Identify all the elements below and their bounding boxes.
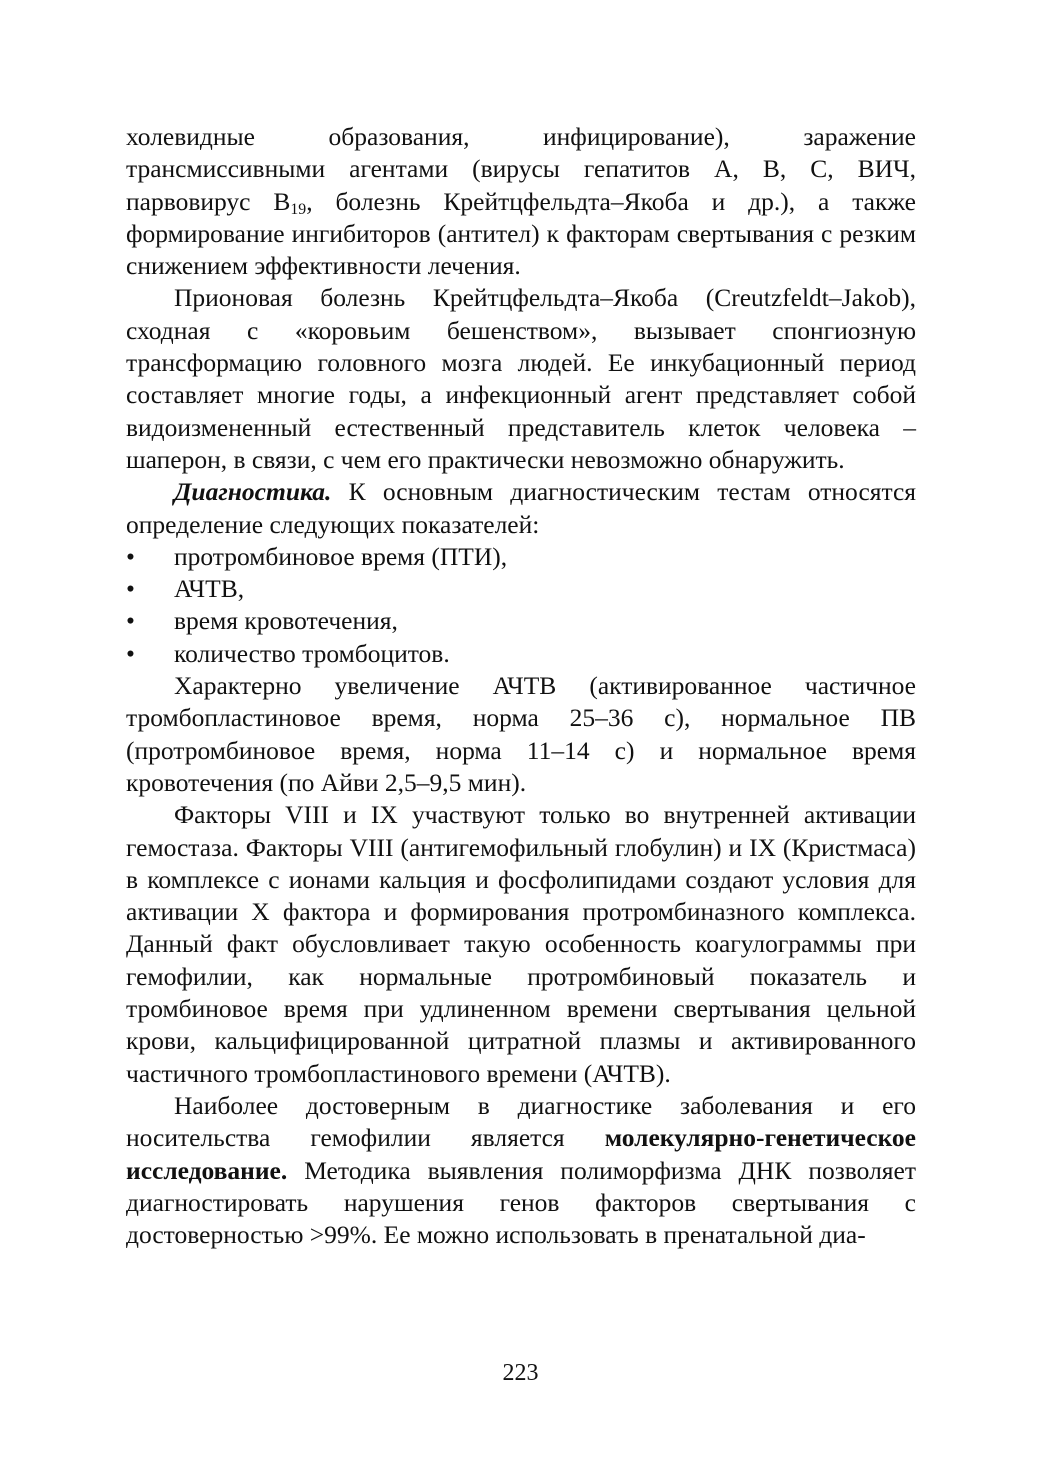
subscript-19: 19 (290, 200, 307, 218)
bold-term-molecular-genetic: молекулярно-генетическое исследование. (126, 1123, 916, 1185)
bullet-icon: • (126, 574, 135, 604)
list-item: • время кровотечения, (126, 605, 916, 637)
paragraph-4: Характерно увеличение АЧТВ (активированное частичное тромбопластиновое время, норма 25–36 с), нормальное ПВ (протромбиновое время, норма 11–14 с) и нормальное время кровотечения (по Айви 2,5–9,5 мин). (126, 671, 916, 797)
list-item: • протромбиновое время (ПТИ), (126, 541, 916, 573)
bullet-icon: • (126, 638, 135, 668)
paragraph-3: Диагностика. К основным диагностическим тестам относятся определение следующих показателей: (126, 477, 916, 539)
paragraph-1: холевидные образования, инфицирование), заражение трансмиссивными агентами (вирусы гепатитов А, В, С, ВИЧ, парвовирус $В_{19}$, болезнь Крейтцфельдта–Якоба и др.), а также формирование ингибиторов (антител) к факторам свертывания с резким снижением эффективности лечения. (126, 122, 916, 281)
bullet-icon: • (126, 606, 135, 636)
bullet-icon: • (126, 541, 135, 571)
list-item: • АЧТВ, (126, 573, 916, 605)
paragraph-2: Прионовая болезнь Крейтцфельдта–Якоба (Creutzfeldt–Jakob), сходная с «коровьим бешенством», вызывает спонгиозную трансформацию головного мозга людей. Ее инкубационный период составляет многие годы, а инфекционный агент представляет собой видоизмененный естественный представитель клеток человека – шаперон, в связи, с чем его практически невозможно обнаружить. (126, 283, 916, 474)
paragraph-5: Факторы VIII и IX участвуют только во внутренней активации гемостаза. Факторы VIII (антигемофильный глобулин) и IX (Кристмаса) в комплексе с ионами кальция и фосфолипидами создают условия для активации X фактора и формирования протромбиназного комплекса. Данный факт обусловливает такую особенность коагулограммы при гемофилии, как нормальные протромбиновый показатель и тромбиновое время при удлиненном времени свертывания цельной крови, кальцифицированной цитратной плазмы и активированного частичного тромбопластинового времени (АЧТВ). (126, 800, 916, 1088)
paragraph-6: Наиболее достоверным в диагностике заболевания и его носительства гемофилии является молекулярно-генетическое исследование. Методика выявления полиморфизма ДНК позволяет диагностировать нарушения генов факторов свертывания с достоверностью >99%. Ее можно использовать в пренатальной диа- (126, 1090, 916, 1250)
page-number: 223 (502, 1360, 539, 1386)
diagnostic-tests-list (126, 541, 916, 670)
list-item: • количество тромбоцитов. (126, 638, 916, 670)
page-body (126, 121, 916, 1251)
section-heading-diagnostics: Диагностика. (174, 477, 332, 507)
